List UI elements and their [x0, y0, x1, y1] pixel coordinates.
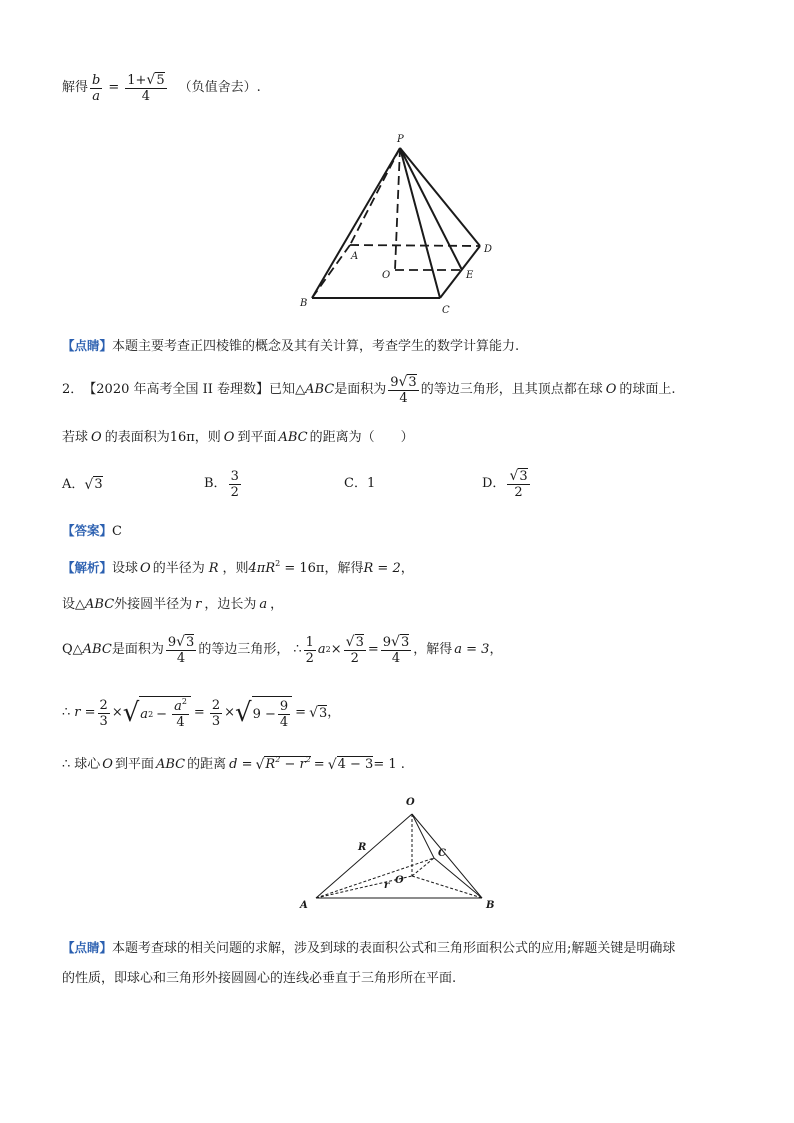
edge-ac	[316, 858, 434, 898]
abc: ABC	[305, 382, 335, 397]
option-label: D．	[482, 476, 506, 491]
minus-sign: −	[156, 706, 168, 722]
analysis-line-4	[62, 690, 340, 736]
answer-line	[62, 523, 122, 540]
text: 的距离	[187, 756, 227, 772]
comment-1	[62, 338, 519, 355]
exponent: 2	[275, 755, 281, 764]
pyramid-figure	[290, 128, 500, 318]
frac-den: 2	[305, 650, 314, 666]
comment-text: 本题考查球的相关问题的求解，涉及到球的表面积公式和三角形面积公式的应用;解题关键是明确球	[112, 941, 676, 956]
formula: r =	[74, 705, 96, 720]
sqrt-icon: √	[509, 467, 519, 484]
sqrt-icon: √	[176, 633, 186, 650]
radicand-expr	[252, 696, 293, 730]
sqrt-icon: √	[84, 476, 94, 493]
sqrt-icon: √	[391, 633, 400, 650]
frac-num	[166, 635, 196, 651]
frac-num: 9	[279, 699, 289, 714]
radicand-expr	[264, 756, 310, 773]
times-symbol: ×	[111, 705, 123, 720]
edge-pd	[400, 148, 480, 246]
height-po	[395, 148, 400, 270]
option-d[interactable]	[482, 462, 532, 506]
frac-num: b	[92, 72, 101, 88]
solution-line-1	[62, 68, 261, 108]
var-r: R	[265, 757, 276, 772]
equals-sign: =	[295, 705, 307, 720]
frac-num	[507, 469, 529, 485]
exponent: 2	[305, 755, 311, 764]
q-text: 到平面	[237, 430, 277, 445]
radicand: 3	[355, 634, 364, 650]
text: − r	[280, 757, 306, 772]
frac-num: 1	[305, 634, 314, 650]
text: 的半径为	[152, 561, 205, 576]
edge-ob	[412, 814, 482, 898]
exponent: 2	[181, 697, 187, 706]
q-text: 的球面上.	[619, 382, 676, 397]
label-c: C	[442, 305, 450, 316]
fraction-area	[381, 635, 411, 666]
text: Q	[62, 642, 73, 657]
frac-num: 2	[99, 697, 108, 713]
answer-value: C	[112, 524, 122, 539]
text: 外接圆半径为	[114, 597, 193, 612]
fraction-two-thirds	[98, 698, 110, 729]
text: 的等边三角形，	[198, 642, 290, 657]
fraction	[229, 469, 241, 500]
frac-den: 4	[391, 650, 401, 666]
q-text: 的表面积为16π，则	[104, 430, 221, 445]
text: = 1 .	[373, 756, 405, 772]
comment-2-line-1	[62, 940, 675, 957]
label-p: P	[397, 134, 404, 145]
label-o: O	[382, 270, 391, 281]
text: ，	[270, 597, 284, 612]
frac-num	[344, 635, 366, 651]
answer-tag: 【答案】	[62, 523, 113, 538]
radicand: 5	[156, 72, 165, 88]
text: 球心	[74, 756, 101, 772]
fraction-nine-fourths	[278, 699, 290, 730]
q-text: 的距离为（ ）	[309, 430, 414, 445]
times-symbol: ×	[224, 705, 236, 720]
sqrt-icon: √	[146, 71, 156, 88]
equals-sign: =	[108, 80, 120, 95]
frac-den: 2	[514, 484, 523, 500]
therefore-symbol: ∴	[293, 642, 302, 657]
formula: = 16π	[280, 561, 325, 576]
sqrt-icon: √	[122, 698, 140, 728]
fraction-two-thirds	[210, 698, 222, 729]
sqrt-icon: √	[398, 373, 408, 390]
text: 是面积为	[111, 642, 164, 657]
label-r-big: R	[358, 842, 367, 853]
question-source: 【2020 年高考全国 II 卷理数】	[83, 382, 270, 397]
radicand: 4 − 3	[337, 757, 374, 772]
num-part: 9	[382, 634, 392, 650]
fraction-area	[166, 635, 196, 666]
triangle-symbol: △	[295, 382, 306, 397]
edge-pe	[400, 148, 462, 270]
text: ，	[327, 705, 341, 720]
var-a: a	[174, 699, 182, 714]
radicand: 3	[400, 634, 410, 650]
option-label: C．	[344, 476, 367, 491]
analysis-line-1	[62, 560, 414, 577]
sqrt-icon: √	[235, 698, 252, 728]
frac-den: 4	[279, 715, 289, 730]
var-o: O	[102, 756, 113, 772]
frac-num: 2	[211, 697, 221, 713]
radicand: 3	[408, 374, 417, 390]
option-label: B．	[204, 476, 227, 491]
text: ，则	[222, 561, 249, 576]
option-b[interactable]	[204, 462, 243, 506]
formula: a = 3	[454, 642, 490, 657]
label-b: B	[300, 298, 308, 309]
label-d: D	[484, 244, 493, 255]
frac-den: 4	[399, 390, 408, 406]
fraction-sqrt3-over-2	[344, 635, 366, 666]
sqrt-icon: √	[255, 756, 265, 773]
var-r-small: r	[195, 597, 202, 612]
comment-2-line-2	[62, 971, 456, 987]
text: 设球	[112, 561, 139, 576]
therefore-symbol: ∴	[62, 705, 71, 720]
text: ，	[489, 642, 503, 657]
edge-ad	[350, 245, 480, 246]
var-a: a	[140, 706, 149, 722]
frac-num: 3	[230, 468, 239, 484]
fraction-result	[125, 73, 166, 104]
line1-suffix: （负值舍去）.	[178, 80, 261, 95]
label-e: E	[466, 270, 474, 281]
sqrt-icon: √	[345, 633, 355, 650]
frac-den: 3	[211, 713, 221, 729]
question-number: 2．	[62, 382, 84, 397]
label-r-small: r	[384, 880, 390, 891]
text: ，解得	[413, 642, 453, 657]
abc: ABC	[82, 642, 112, 657]
radicand-expr: a 2 − $\frac{a^2}{4}$	[139, 696, 191, 730]
var-o: O	[91, 430, 102, 445]
sqrt-icon: √	[309, 705, 318, 721]
var-o: O	[140, 561, 151, 576]
frac-den: 4	[176, 715, 185, 730]
comment-text: 本题主要考查正四棱锥的概念及其有关计算，考查学生的数学计算能力.	[112, 339, 520, 354]
label-o-mid: O	[395, 875, 404, 886]
var-r: R	[208, 561, 219, 576]
label-a: A	[300, 900, 308, 911]
formula: R = 2	[363, 561, 401, 576]
q-text: 若球	[62, 430, 89, 445]
radicand: 3	[94, 477, 103, 492]
q-text: 已知	[269, 382, 296, 397]
triangle-symbol: △	[75, 597, 86, 612]
q-text: 的等边三角形，且其顶点都在球	[420, 382, 603, 397]
analysis-line-5	[62, 756, 405, 773]
fraction	[507, 469, 529, 500]
frac-den: 2	[350, 650, 359, 666]
var-a: a	[259, 597, 268, 612]
var-o: O	[605, 382, 617, 397]
edge-cb	[434, 858, 482, 898]
sphere-tetrahedron-figure	[292, 790, 502, 915]
num-part: 1+	[127, 72, 147, 88]
edge-pa	[350, 148, 400, 245]
frac-num	[125, 73, 166, 89]
num-part: 9	[167, 634, 177, 650]
q-text: 是面积为	[334, 382, 387, 397]
formula: d =	[229, 756, 253, 772]
analysis-tag: 【解析】	[62, 560, 113, 575]
var-a: a	[317, 642, 326, 657]
comment-tag: 【点睛】	[62, 338, 113, 353]
times-symbol: ×	[330, 642, 342, 657]
frac-num	[381, 635, 411, 651]
option-label: A．	[62, 476, 85, 492]
radicand: 3	[319, 705, 328, 721]
options-row	[62, 462, 582, 506]
frac-den: 2	[230, 484, 239, 500]
exponent: 2	[275, 559, 281, 568]
line1-prefix: 解得	[62, 80, 89, 95]
text: ，	[400, 561, 414, 576]
text: ，边长为	[204, 597, 257, 612]
fraction-b-over-a	[90, 73, 102, 104]
label-c: C	[438, 848, 446, 859]
radicand: 3	[519, 468, 528, 484]
label-o-top: O	[406, 797, 415, 808]
text: 设	[62, 597, 76, 612]
label-b: B	[486, 900, 495, 911]
frac-den: a	[92, 88, 101, 104]
segment-o1c	[412, 858, 434, 876]
text: 9 −	[252, 706, 276, 722]
analysis-line-3: Q △ ABC 是面积为 $\frac{9√3}{4}$ 的等边三角形， ∴ $\frac{1}{2}$ a 2 × $\frac{√3}{2}$ = $\frac{9√3}{4}$ ，解得 a = 3 ，	[62, 633, 503, 666]
fraction-half	[304, 635, 316, 666]
equals-sign: =	[367, 642, 379, 657]
num-part: 9	[390, 374, 399, 390]
comment-text: 的性质，即球心和三角形外接圆圆心的连线必垂直于三角形所在平面.	[62, 971, 457, 986]
abc: ABC	[278, 430, 308, 445]
text: 到平面	[114, 756, 154, 772]
sqrt-icon: √	[327, 756, 337, 773]
text: ，解得	[324, 561, 364, 576]
frac-num	[172, 699, 189, 715]
equals-sign: =	[313, 756, 325, 772]
fraction-area	[388, 375, 418, 406]
analysis-line-2	[62, 597, 283, 613]
frac-den: 4	[141, 88, 151, 104]
comment-tag: 【点睛】	[62, 940, 113, 955]
option-value: 1	[366, 476, 376, 491]
question-2-line-2	[62, 430, 414, 446]
abc: ABC	[85, 597, 115, 612]
frac-den: 4	[176, 650, 186, 666]
frac-num	[388, 375, 418, 391]
fraction-a2-over-4	[172, 699, 189, 730]
option-a[interactable]	[62, 476, 103, 493]
var-o: O	[223, 430, 235, 445]
therefore-symbol: ∴	[62, 756, 71, 772]
abc: ABC	[155, 756, 186, 772]
frac-den: 3	[99, 713, 108, 729]
label-a: A	[351, 251, 359, 262]
formula: 4πR	[248, 561, 276, 576]
question-2-line-1	[62, 370, 676, 410]
equals-sign: =	[193, 705, 205, 720]
edge-cd	[440, 246, 480, 298]
segment-o1b	[412, 876, 482, 898]
triangle-symbol: △	[72, 642, 83, 657]
edge-pc	[400, 148, 440, 298]
radicand: 3	[186, 634, 195, 650]
option-c[interactable]	[344, 476, 375, 492]
